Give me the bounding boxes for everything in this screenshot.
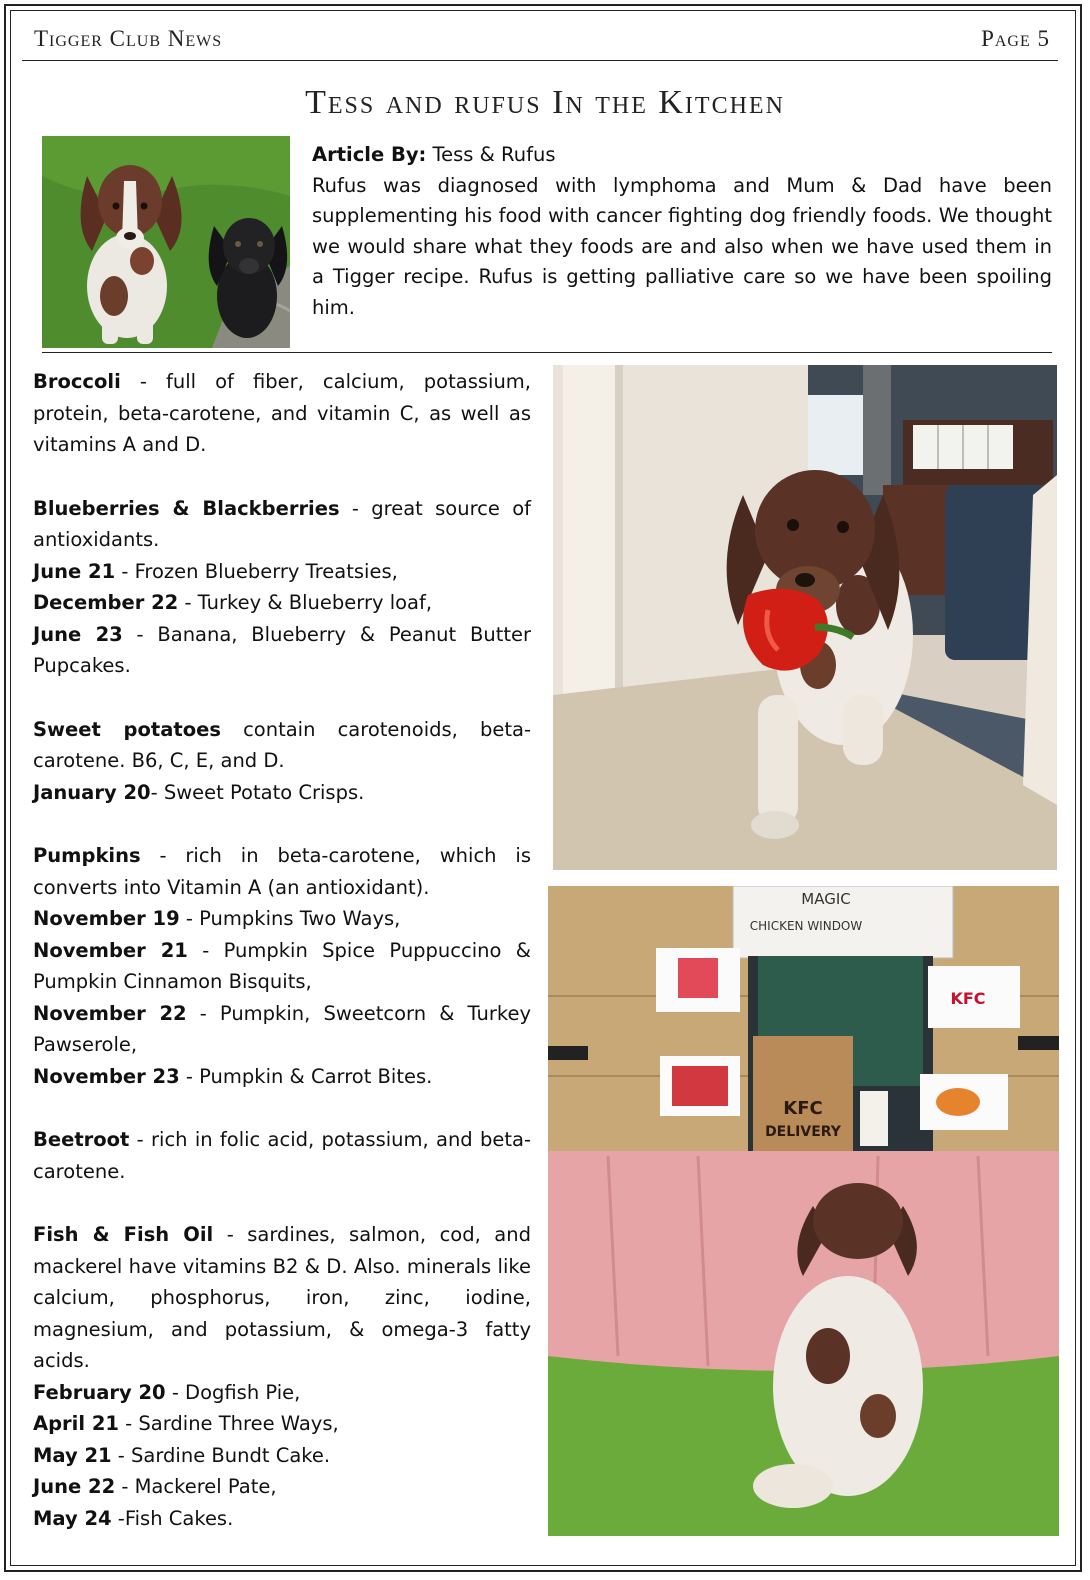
- article-intro: [312, 140, 1052, 324]
- food-description: - full of fiber, calcium, potassium, protein, beta-carotene, and vitamin C, as well as vitamins A and D.: [33, 370, 531, 456]
- recipe-date: November 22: [33, 1001, 187, 1025]
- food-section-fish: [33, 1219, 531, 1377]
- food-heading: Beetroot: [33, 1128, 130, 1151]
- article-title: Tess and rufus In the Kitchen: [305, 84, 785, 121]
- recipe-item: [33, 587, 531, 619]
- recipe-date: November 21: [33, 938, 188, 962]
- food-description: - great source of antioxidants.: [33, 496, 531, 551]
- recipe-item: [33, 998, 531, 1061]
- recipe-date: May 21: [33, 1443, 112, 1467]
- recipe-name: - Frozen Blueberry Treatsies,: [115, 559, 398, 583]
- food-heading: Sweet potatoes: [33, 717, 221, 741]
- byline-label: Article By:: [312, 143, 427, 166]
- header-divider: [22, 60, 1058, 61]
- recipe-item: [33, 1440, 531, 1472]
- food-description: - rich in folic acid, potassium, and beta-carotene.: [33, 1128, 531, 1183]
- recipe-name: - Banana, Blueberry & Peanut Butter Pupcakes.: [33, 622, 532, 677]
- recipe-date: November 23: [33, 1064, 180, 1088]
- food-section-berries: [33, 493, 531, 556]
- recipe-name: - Pumpkins Two Ways,: [179, 907, 401, 930]
- recipe-item: [33, 1408, 531, 1440]
- recipe-name: - Pumpkin, Sweetcorn & Turkey Pawserole,: [33, 1001, 531, 1056]
- recipe-item: [33, 1377, 531, 1409]
- recipe-name: -Fish Cakes.: [111, 1506, 234, 1530]
- recipe-item: [33, 619, 531, 682]
- food-heading: Fish & Fish Oil: [33, 1223, 214, 1246]
- bag-kfc: KFC: [783, 1098, 823, 1119]
- recipe-date: February 20: [33, 1380, 166, 1404]
- food-section-sweet-potatoes: [33, 714, 531, 777]
- recipe-name: - Sweet Potato Crisps.: [150, 780, 365, 804]
- recipe-name: - Pumpkin Spice Puppuccino & Pumpkin Cinnamon Bisquits,: [33, 938, 531, 993]
- recipe-name: - Sardine Bundt Cake.: [111, 1443, 331, 1467]
- recipe-date: June 21: [33, 559, 116, 583]
- bag-delivery: DELIVERY: [765, 1124, 841, 1140]
- photo-tess-and-rufus: [42, 136, 290, 348]
- recipe-name: - Dogfish Pie,: [165, 1380, 301, 1404]
- newsletter-name: Tigger Club News: [34, 26, 223, 51]
- food-section-broccoli: [33, 366, 531, 461]
- recipe-date: January 20: [33, 780, 151, 804]
- page-number: Page 5: [981, 26, 1050, 51]
- recipe-name: - Turkey & Blueberry loaf,: [178, 591, 433, 614]
- food-heading: Pumpkins: [33, 844, 141, 867]
- recipe-name: - Sardine Three Ways,: [118, 1412, 339, 1435]
- recipe-item: [33, 1061, 531, 1093]
- food-section-pumpkins: [33, 840, 531, 903]
- recipe-item: [33, 777, 531, 809]
- sign-chicken-window: CHICKEN WINDOW: [749, 919, 863, 933]
- food-section-beetroot: [33, 1124, 531, 1187]
- recipe-date: May 24: [33, 1506, 112, 1530]
- recipe-item: [33, 1503, 531, 1535]
- recipe-date: November 19: [33, 907, 180, 930]
- photo-magic-chicken-window: [548, 886, 1059, 1536]
- poster-kfc: KFC: [950, 989, 986, 1008]
- recipe-name: - Pumpkin & Carrot Bites.: [179, 1064, 433, 1088]
- recipe-item: [33, 935, 531, 998]
- food-heading: Blueberries & Blackberries: [33, 496, 340, 520]
- byline-authors: Tess & Rufus: [426, 143, 556, 166]
- food-heading: Broccoli: [33, 370, 121, 393]
- intro-paragraph: Rufus was diagnosed with lymphoma and Mum & Dad have been supplementing his food with cancer fighting dog friendly foods. We thought we would share what they foods are and also when we have used them in a Tigger recipe. Rufus is getting palliative care so we have been spoiling him.: [312, 173, 1052, 319]
- food-list-column: [33, 366, 531, 1534]
- photo-rufus-with-pepper: [553, 365, 1057, 870]
- food-description: contain carotenoids, beta-carotene. B6, C, E, and D.: [33, 717, 531, 772]
- recipe-date: December 22: [33, 591, 179, 614]
- recipe-item: [33, 556, 531, 588]
- section-divider: [42, 352, 1052, 353]
- recipe-item: [33, 903, 531, 935]
- recipe-date: June 23: [33, 622, 123, 646]
- recipe-name: - Mackerel Pate,: [115, 1475, 277, 1498]
- food-description: - rich in beta-carotene, which is converts into Vitamin A (an antioxidant).: [33, 844, 531, 899]
- sign-magic: MAGIC: [801, 890, 851, 908]
- recipe-item: [33, 1471, 531, 1503]
- food-description: - sardines, salmon, cod, and mackerel have vitamins B2 & D. Also. minerals like calcium, phosphorus, iron, zinc, iodine, magnesium, and potassium, & omega-3 fatty acids.: [33, 1223, 531, 1372]
- recipe-date: April 21: [33, 1412, 119, 1435]
- recipe-date: June 22: [33, 1475, 116, 1498]
